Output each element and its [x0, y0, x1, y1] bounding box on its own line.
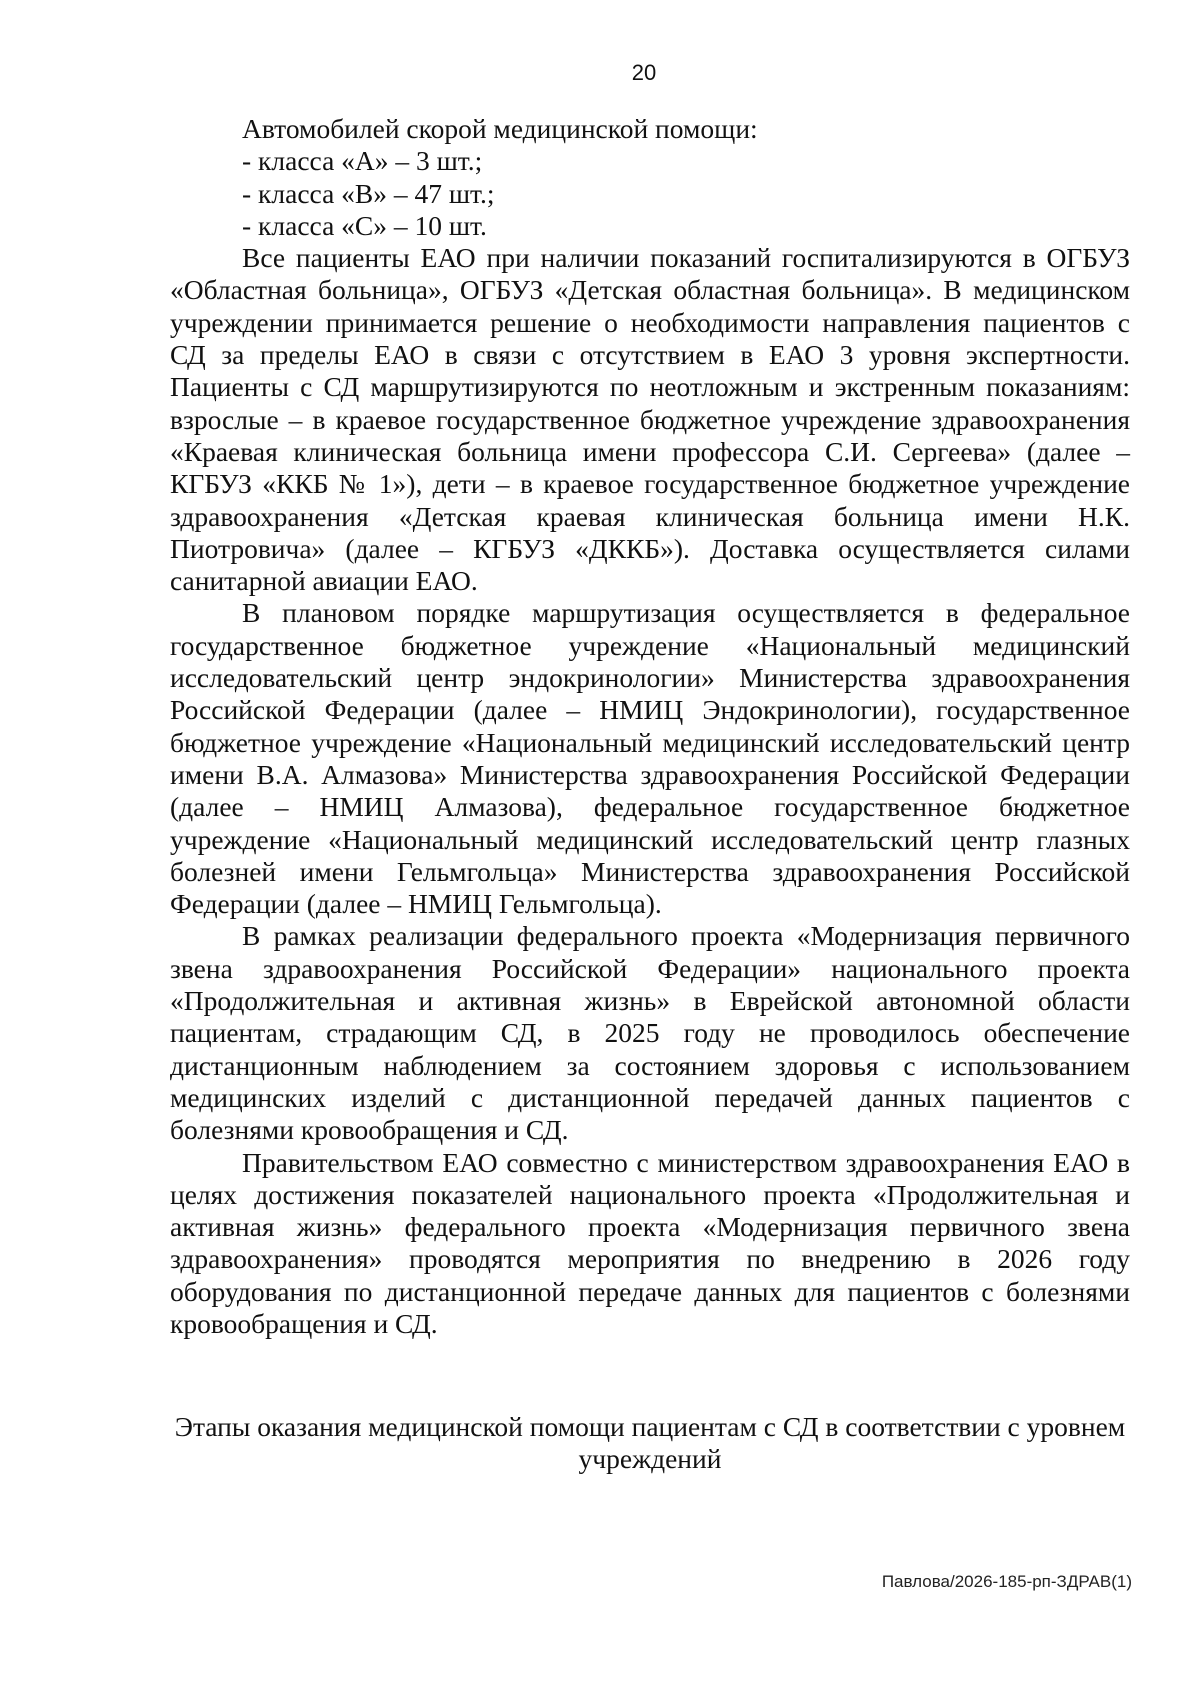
document-code: Павлова/2026-185-рп-ЗДРАВ(1) [881, 1572, 1132, 1591]
paragraph-federal-project: В рамках реализации федерального проекта «Модернизация первичного звена здравоохранения Российской Федерации» национального проекта «Продолжительная и активная жизнь» в Еврейской автономной области пациентам, страдающим СД, в 2025 году не проводилось обеспечение дистанционным наблюдением за состоянием здоровья с использованием медицинских изделий с дистанционной передачей данных пациентов с болезнями кровообращения и СД. [170, 920, 1130, 1146]
paragraph-government-measures: Правительством ЕАО совместно с министерством здравоохранения ЕАО в целях достижения показателей национального проекта «Продолжительная и активная жизнь» федерального проекта «Модернизация первичного звена здравоохранения» проводятся мероприятия по внедрению в 2026 году оборудования по дистанционной передаче данных для пациентов с болезнями кровообращения и СД. [170, 1146, 1130, 1339]
section-title: Этапы оказания медицинской помощи пациентам с СД в соответствии с уровнем учреждений [174, 1411, 1126, 1475]
class-list-item: - класса «А» – 3 шт.; [242, 145, 483, 177]
paragraph-hospitalization: Все пациенты ЕАО при наличии показаний госпитализируются в ОГБУЗ «Областная больница», ОГБУЗ «Детская областная больница». В медицинском учреждении принимается решение о необходимости направления пациентов с СД за пределы ЕАО в связи с отсутствием в ЕАО 3 уровня экспертности. Пациенты с СД маршрутизируются по неотложным и экстренным показаниям: взрослые – в краевое государственное бюджетное учреждение здравоохранения «Краевая клиническая больница имени профессора С.И. Сергеева» (далее – КГБУЗ «ККБ № 1»), дети – в краевое государственное бюджетное учреждение здравоохранения «Детская краевая клиническая больница имени Н.К. Пиотровича» (далее – КГБУЗ «ДККБ»). Доставка осуществляется силами санитарной авиации ЕАО. [170, 242, 1130, 597]
page-number: 20 [631, 60, 657, 85]
intro-line: Автомобилей скорой медицинской помощи: [242, 113, 758, 144]
document-body [170, 113, 1130, 1340]
paragraph-planned-routing: В плановом порядке маршрутизация осуществляется в федеральное государственное бюджетное учреждение «Национальный медицинский исследовательский центр эндокринологии» Министерства здравоохранения Российской Федерации (далее – НМИЦ Эндокринологии), государственное бюджетное учреждение «Национальный медицинский исследовательский центр имени В.А. Алмазова» Министерства здравоохранения Российской Федерации (далее – НМИЦ Алмазова), федеральное государственное бюджетное учреждение «Национальный медицинский исследовательский центр глазных болезней имени Гельмгольца» Министерства здравоохранения Российской Федерации (далее – НМИЦ Гельмгольца). [170, 597, 1130, 920]
class-list-item: - класса «В» – 47 шт.; [242, 177, 495, 209]
class-list-item: - класса «С» – 10 шт. [242, 209, 487, 241]
